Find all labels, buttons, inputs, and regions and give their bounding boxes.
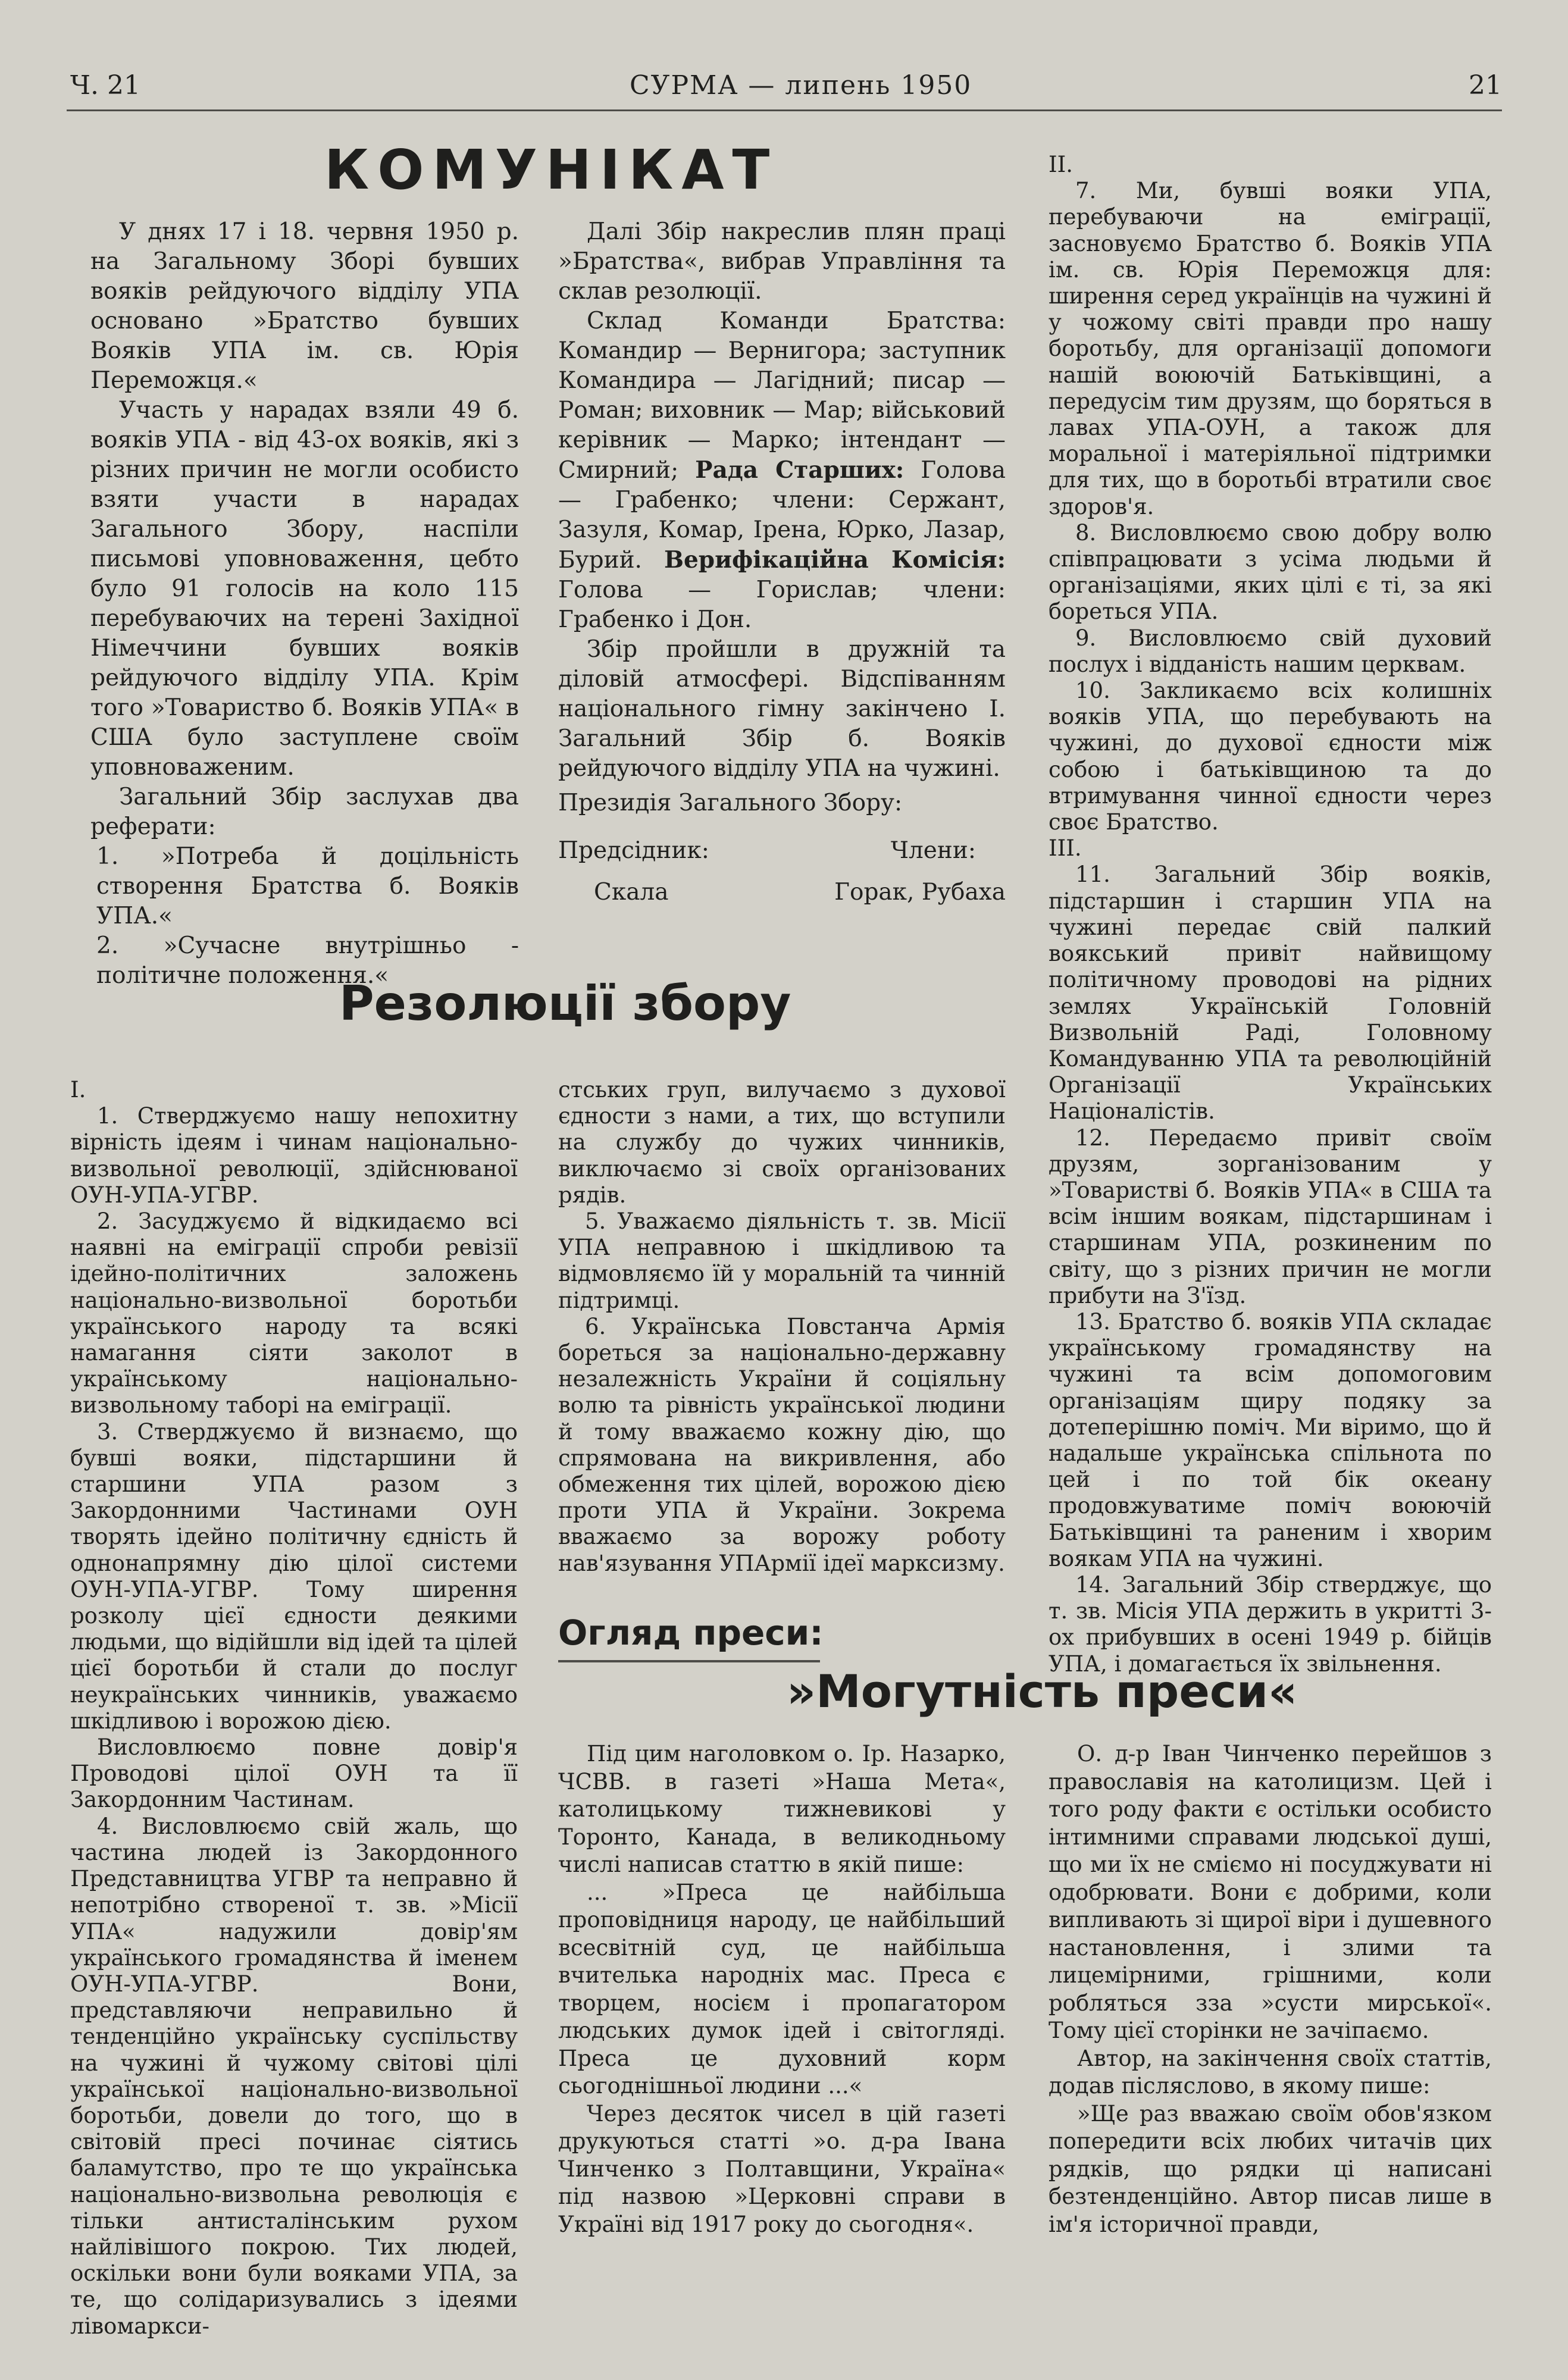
commission-label: Верифікаційна Комісія:: [664, 546, 1006, 574]
chair-name: Скала: [594, 879, 669, 906]
report-item: 1. »Потреба й доцільність створення Братства б. Вояків УПА.«: [96, 843, 519, 929]
members-names: Горак, Рубаха: [834, 879, 1006, 906]
communique-para: Збір пройшли в дружній та діловій атмосфері. Відспіванням національного гімну закінчено І. Загальний Збір б. Вояків рейдуючого відділу УПА на чужині.: [558, 636, 1006, 782]
resolution-item: Висловлюємо повне довір'я Проводові цілої ОУН та її Закордонним Частинам.: [70, 1734, 518, 1813]
command-text: Склад Команди Братства: Командир — Вернигора; заступник Командира — Лагідний; писар — Роман; виховник — Мар; військовий керівник — Марко; інтендант — Смирний;: [558, 308, 1006, 484]
press-quote: ... »Преса це найбільша проповідниця народу, це найбільший всесвітній суд, це найбільша вчителька народніх мас. Преса є творцем, носієм і пропагатором людських думок ідей і світогляді. Преса це духовний корм сьогоднішньої людини ...«: [558, 1879, 1006, 2099]
press-para: О. д-р Іван Чинченко перейшов з православія на католицизм. Цей і того роду факти є остільки особисто інтимними справами людської душі, що ми їх не сміємо ні посуджувати ні одобрювати. Вони є добрими, коли випливають зі щирої віри і душевного настановлення, і злими та лицемірними, грішними, коли робляться зза »сусти мирської«. Тому цієї сторінки не зачіпаємо.: [1049, 1741, 1492, 2043]
section-number: ІІ.: [1049, 152, 1073, 177]
resolution-item: 4. Висловлюємо свій жаль, що частина людей із Закордонного Представництва УГВР та неправно й непотрібно створеної т. зв. »Місії УПА« надужили довір'ям українського громадянства й іменем ОУН-УПА-УГВР. Вони, представляючи неправильно й тенденційно українську суспільству на чужині й чужому світові цілі української національно-визвольної боротьби, довели до того, що в світовій пресі починає сіятись баламутство, про те що українська національно-визвольна революція є тільки антисталінським рухом найлівішого покрою. Тих людей, оскільки вони були вояками УПА, за те, що солідаризувались з ідеями лівомаркси-: [70, 1813, 518, 2339]
resolution-item: 12. Передаємо привіт своїм друзям, зорганізованим у »Товаристві б. Вояків УПА« в США та всім іншим воякам, підстаршинам і старшинам УПА, розкиненим по світу, що з різних причин не могли прибути на З'їзд.: [1049, 1125, 1492, 1308]
resolutions-column-b: [558, 1077, 1006, 1577]
council-label: Рада Старших:: [695, 456, 905, 484]
report-item: 2. »Сучасне внутрішньо - політичне положення.«: [96, 932, 519, 989]
resolution-item: стських груп, вилучаємо з духової єдности з нами, а тих, що вступили на службу до чужих чинників, виключаємо зі своїх організованих рядів.: [558, 1077, 1006, 1208]
header-rule: [67, 109, 1502, 111]
resolution-item: 5. Уважаємо діяльність т. зв. Місії УПА неправною і шкідливою та відмовляємо їй у моральній та чинній підтримці.: [558, 1208, 1006, 1313]
commission-text: Голова — Горислав; члени: Грабенко і Дон.: [558, 577, 1006, 633]
presidium-label: Президія Загального Збору:: [558, 790, 903, 816]
resolution-item: 13. Братство б. вояків УПА складає українському громадянству на чужині та всім допомоговим організаціям щиру подяку за дотеперішню поміч. Ми віримо, що й надальше українська спільнота по цей і по той бік океану продовжуватиме поміч воюючій Батьківщині та раненим і хворим воякам УПА на чужині.: [1049, 1308, 1492, 1571]
press-column-b: [558, 1740, 1006, 2238]
council-text: Голова — Грабенко; члени: Сержант, Зазуля, Комар, Ірена, Юрко, Лазар, Бурий.: [558, 457, 1006, 574]
press-column-c: [1049, 1740, 1492, 2238]
resolution-item: 6. Українська Повстанча Армія бореться за національно-державну незалежність України й соціяльну волю та рівність української людини й тому вважаємо кожну дію, що спрямована на викривлення, або обмеження тих цілей, ворожою дією проти УПА й України. Зокрема вважаємо за ворожу роботу нав'язування УПАрмії ідеї марксизму.: [558, 1313, 1006, 1576]
press-para: »Ще раз вважаю своїм обов'язком попередити всіх любих читачів цих рядків, що рядки ці написані безтенденційно. Автор писав лише в ім'я історичної правди,: [1049, 2100, 1492, 2237]
resolution-item: 2. Засуджуємо й відкидаємо всі наявні на еміграції спроби ревізії ідейно-політичних заложень національно-визвольної боротьби українського народу та всякі намагання сіяти заколот в українському національно-визвольному таборі на еміграції.: [70, 1208, 518, 1418]
press-title: »Могутність преси«: [787, 1665, 1298, 1718]
signature-labels: [558, 836, 1006, 866]
page-number: 21: [1469, 70, 1502, 101]
press-section-label: Огляд преси:: [558, 1612, 824, 1653]
resolution-item: 10. Закликаємо всіх колишніх вояків УПА, що перебувають на чужині, до духової єдности між собою і батьківщиною та до втримування чинної єдности через своє Братство.: [1049, 678, 1492, 835]
section-number: ІІІ.: [1049, 835, 1082, 862]
signature-names: [558, 878, 1006, 907]
communique-title: КОМУНІКАТ: [324, 138, 778, 202]
chair-label: Предсідник:: [558, 837, 709, 864]
masthead: СУРМА — липень 1950: [630, 70, 972, 101]
resolution-item: 8. Висловлюємо свою добру волю співпрацювати з усіма людьми й організаціями, яких цілі є ті, за які бореться УПА.: [1049, 519, 1492, 625]
section-number: І.: [70, 1077, 86, 1103]
resolutions-column-c: [1049, 152, 1492, 1677]
resolution-item: 11. Загальний Збір вояків, підстаршин і старшин УПА на чужині передає свій палкий воякський привіт найвищому політичному проводові на рідних землях Українській Головній Визвольній Раді, Головному Командуванню УПА та революційній Організації Українських Націоналістів.: [1049, 862, 1492, 1125]
communique-para: Загальний Збір заслухав два реферати:: [90, 784, 519, 840]
command-composition: [558, 306, 1006, 635]
resolution-item: 14. Загальний Збір стверджує, що т. зв. Місія УПА держить в укритті 3-ох прибувших в осені 1949 р. бійців УПА, і домагається їх звільнення.: [1049, 1571, 1492, 1677]
resolution-item: 7. Ми, бувші вояки УПА, перебуваючи на еміграції, засновуємо Братство б. Вояків УПА ім. св. Юрія Переможця для: ширення серед українців на чужині й у чожому світі правди про нашу боротьбу, для організації допомоги нашій воюючій Батьківщині, а передусім тим друзям, що боряться в лавах УПА-ОУН, а також для моральної і матеріяльної підтримки для тих, що в боротьбі втратили своє здоров'я.: [1049, 178, 1492, 519]
resolutions-title: Резолюції збору: [339, 976, 791, 1031]
resolutions-column-a: [70, 1077, 518, 2340]
resolution-item: 3. Стверджуємо й визнаємо, що бувші вояки, підстаршини й старшини УПА разом з Закордонними Частинами ОУН творять ідейно політичну єдність й однонапрямну дію цілої системи ОУН-УПА-УГВР. Тому ширення розколу цієї єдности деякими людьми, що відійшли від ідей та цілей цієї боротьби й стали до послуг неукраїнських чинників, уважаємо шкідливою і ворожою дією.: [70, 1418, 518, 1734]
members-label: Члени:: [890, 837, 976, 864]
resolution-item: 1. Стверджуємо нашу непохитну вірність ідеям і чинам національно-визвольної революції, здійснюваної ОУН-УПА-УГВР.: [70, 1103, 518, 1208]
press-label-underline: [558, 1660, 820, 1662]
communique-para: Далі Збір накреслив плян праці »Братства«, вибрав Управління та склав резолюції.: [558, 218, 1006, 305]
communique-column-1: [90, 217, 519, 991]
press-para: Під цим наголовком о. Ір. Назарко, ЧСВВ. в газеті »Наша Мета«, католицькому тижневикові у Торонто, Канада, в великодньому числі написав статтю в якій пише:: [558, 1741, 1006, 1877]
resolution-item: 9. Висловлюємо свій духовий послух і відданість нашим церквам.: [1049, 625, 1492, 677]
press-para: Автор, на закінчення своїх статтів, додав післяслово, в якому пише:: [1049, 2045, 1492, 2099]
communique-column-2: [558, 217, 1006, 907]
communique-para: Участь у нарадах взяли 49 б. вояків УПА - від 43-ох вояків, які з різних причин не могли особисто взяти участи в нарадах Загального Збору, наспіли письмові уповноваження, цебто було 91 голосів на коло 115 перебуваючих на терені Західної Німеччини бувших вояків рейдуючого відділу УПА. Крім того »Товариство б. Вояків УПА« в США було заступлене своїм уповноваженим.: [90, 397, 519, 781]
press-para: Через десяток чисел в цій газеті друкуються статті »о. д-ра Івана Чинченко з Полтавщини, Україна« під назвою »Церковні справи в Україні від 1917 року до сьогодня«.: [558, 2100, 1006, 2237]
communique-para: У днях 17 і 18. червня 1950 р. на Загальному Зборі бувших вояків рейдуючого відділу УПА основано »Братство бувших Вояків УПА ім. св. Юрія Переможця.«: [90, 218, 519, 394]
issue-number: Ч. 21: [70, 70, 140, 101]
